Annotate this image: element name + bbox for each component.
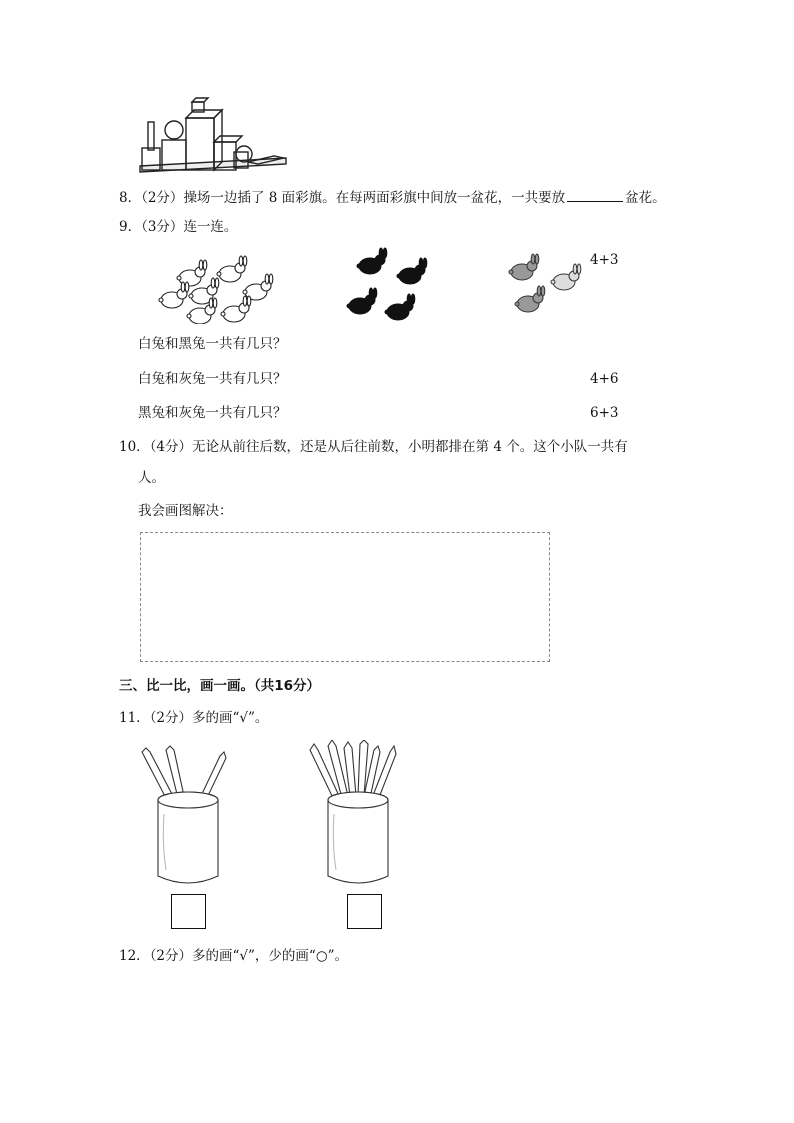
q8-points: （2分） bbox=[141, 190, 184, 206]
question-11 bbox=[119, 709, 268, 727]
white-rabbits-image bbox=[156, 252, 278, 324]
q11-points: （2分） bbox=[149, 710, 193, 726]
black-rabbits-image bbox=[342, 240, 438, 326]
q8-number: 8． bbox=[119, 190, 142, 206]
q10-text-line1: 无论从前往后数，还是从后往前数，小明都排在第 4 个。这个小队一共有 bbox=[192, 439, 628, 455]
q8-text: 操场一边插了 8 面彩旗。在每两面彩旗中间放一盆花，一共要放 bbox=[183, 190, 566, 206]
q9-points: （3分） bbox=[141, 219, 184, 235]
q9-top-expression: 4+3 bbox=[590, 252, 619, 268]
q9-expression-1: 4+6 bbox=[590, 371, 619, 387]
q9-question-3: 黑兔和灰兔一共有几只？ bbox=[138, 405, 287, 421]
q9-number: 9． bbox=[119, 219, 142, 235]
section-3-heading: 三、比一比，画一画。（共16分） bbox=[119, 678, 321, 694]
q8-answer-blank[interactable] bbox=[567, 187, 623, 202]
question-9 bbox=[119, 218, 237, 236]
q12-points: （2分） bbox=[149, 948, 193, 964]
gray-rabbits-image bbox=[506, 246, 596, 322]
q11-left-checkbox[interactable] bbox=[171, 894, 206, 929]
q10-draw-label: 我会画图解决： bbox=[138, 503, 233, 519]
q12-number: 12． bbox=[119, 948, 150, 964]
q10-number: 10． bbox=[119, 439, 150, 455]
q11-number: 11． bbox=[119, 710, 150, 726]
q9-text: 连一连。 bbox=[183, 219, 238, 235]
q11-right-checkbox[interactable] bbox=[347, 894, 382, 929]
question-10 bbox=[119, 438, 628, 456]
question-8 bbox=[119, 187, 666, 207]
q11-text: 多的画“√”。 bbox=[192, 710, 269, 726]
q8-suffix: 盆花。 bbox=[625, 190, 666, 206]
q9-question-1: 白兔和黑兔一共有几只？ bbox=[138, 336, 287, 352]
q10-text-line2: 人。 bbox=[138, 470, 165, 486]
q12-text: 多的画“√”，少的画“○”。 bbox=[192, 948, 349, 964]
q9-question-2: 白兔和灰兔一共有几只？ bbox=[138, 371, 287, 387]
blocks-figure bbox=[136, 96, 292, 176]
q10-points: （4分） bbox=[149, 439, 193, 455]
q10-drawing-area[interactable] bbox=[140, 532, 550, 662]
q9-expression-2: 6+3 bbox=[590, 405, 619, 421]
question-12 bbox=[119, 947, 348, 965]
